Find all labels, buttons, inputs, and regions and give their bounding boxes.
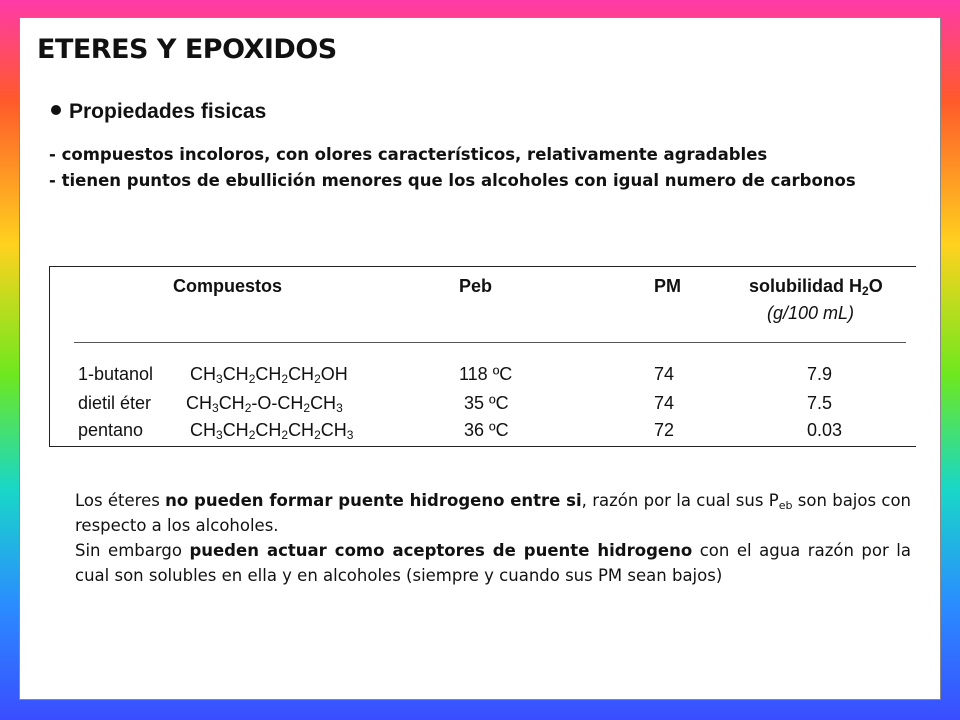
section-heading — [51, 100, 266, 124]
formula-subscript: 2 — [314, 428, 321, 442]
formula-subscript: 2 — [314, 372, 321, 386]
formula-part: CH — [255, 420, 282, 440]
property-item: - compuestos incoloros, con olores característicos, relativamente agradables — [49, 145, 768, 164]
formula-part: CH — [190, 364, 216, 384]
text-run-bold: pueden actuar como aceptores de puente hidrogeno — [189, 541, 693, 560]
formula-subscript: 2 — [303, 401, 311, 415]
explanation-paragraph — [75, 488, 911, 538]
formula-part: CH — [222, 420, 249, 440]
formula-part: CH — [186, 393, 212, 413]
formula-subscript: 3 — [216, 372, 223, 386]
header-solubilidad-text: solubilidad H — [749, 276, 863, 296]
formula-subscript: 3 — [216, 428, 223, 442]
header-units: (g/100 mL) — [767, 303, 855, 323]
formula-part: CH — [288, 420, 315, 440]
header-peb: Peb — [459, 276, 493, 296]
row-boiling-point: 118 ºC — [459, 364, 513, 384]
header-solubilidad-end: O — [868, 276, 883, 296]
formula-subscript: 3 — [212, 401, 219, 415]
header-compuestos: Compuestos — [173, 276, 283, 296]
formula-part: OH — [320, 364, 348, 384]
formula-subscript: 2 — [248, 428, 256, 442]
row-boiling-point: 36 ºC — [464, 420, 509, 440]
text-run-bold: no pueden formar puente hidrogeno entre si — [165, 491, 582, 510]
text-run: Sin embargo — [75, 541, 190, 560]
row-compound-name: pentano — [78, 420, 144, 440]
text-run: con el agua razón por la cual son solubles en ella y en alcoholes (siempre y cuando sus PM sean bajos) — [75, 541, 911, 585]
formula-subscript: 2 — [281, 372, 289, 386]
section-heading-text: Propiedades fisicas — [69, 100, 267, 123]
formula-part: CH — [255, 364, 282, 384]
row-solubility: 7.5 — [807, 393, 833, 413]
bullet-dot-icon — [51, 105, 61, 115]
formula-subscript: 2 — [248, 372, 256, 386]
property-list — [49, 142, 914, 194]
row-molecular-weight: 72 — [654, 420, 675, 440]
formula-subscript: 3 — [346, 428, 354, 442]
formula-part: CH — [222, 364, 249, 384]
row-compound-name: 1-butanol — [78, 364, 154, 384]
header-pm: PM — [654, 276, 681, 296]
properties-table — [49, 266, 916, 447]
formula-subscript: 2 — [281, 428, 289, 442]
row-solubility: 7.9 — [807, 364, 833, 384]
formula-subscript: 3 — [336, 401, 343, 415]
row-formula — [186, 393, 343, 414]
row-molecular-weight: 74 — [654, 364, 675, 384]
header-solubilidad — [749, 276, 883, 297]
formula-part: CH — [310, 393, 337, 413]
row-compound-name: dietil éter — [78, 393, 152, 413]
row-boiling-point: 35 ºC — [464, 393, 509, 413]
formula-part: -O-CH — [251, 393, 304, 413]
row-molecular-weight: 74 — [654, 393, 675, 413]
text-run-sub: eb — [778, 499, 793, 512]
formula-part: CH — [288, 364, 315, 384]
formula-subscript: 2 — [244, 401, 252, 415]
row-solubility: 0.03 — [807, 420, 843, 440]
text-run: son bajos con respecto a los alcoholes. — [75, 491, 912, 535]
slide-panel — [19, 17, 941, 700]
header-solubilidad-sub: 2 — [862, 284, 869, 298]
text-run: Los éteres — [75, 491, 166, 510]
formula-part: CH — [320, 420, 347, 440]
explanation-text — [75, 488, 911, 588]
property-item: - tienen puntos de ebullición menores que los alcoholes con igual numero de carbonos — [49, 171, 856, 190]
page-title: ETERES Y EPOXIDOS — [37, 34, 337, 65]
formula-part: CH — [190, 420, 216, 440]
text-run: , razón por la cual sus P — [581, 491, 779, 510]
header-divider — [74, 342, 906, 343]
formula-part: CH — [218, 393, 245, 413]
explanation-paragraph — [75, 538, 911, 588]
row-formula — [190, 364, 348, 385]
row-formula — [190, 420, 353, 441]
